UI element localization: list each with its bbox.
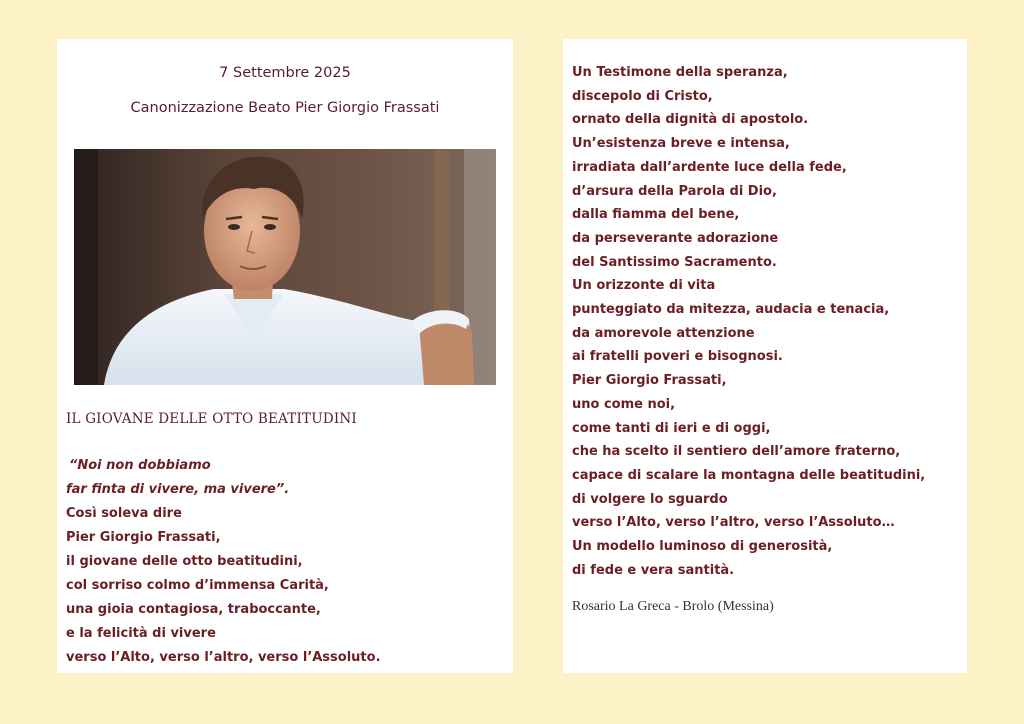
- poem-line: che ha scelto il sentiero dell’amore fraterno,: [572, 444, 901, 460]
- poem-line: ai fratelli poveri e bisognosi.: [572, 349, 783, 365]
- poem-line: come tanti di ieri e di oggi,: [572, 420, 771, 436]
- poem-line: punteggiato da mitezza, audacia e tenacia,: [572, 302, 890, 318]
- text-line: col sorriso colmo d’immensa Carità,: [66, 578, 329, 593]
- poem-line: Un Testimone della speranza,: [572, 65, 788, 80]
- poem-line: del Santissimo Sacramento.: [572, 254, 777, 270]
- poem-line: dalla fiamma del bene,: [572, 207, 740, 223]
- text-line: Pier Giorgio Frassati,: [66, 530, 221, 545]
- author-signature: Rosario La Greca - Brolo (Messina): [572, 599, 774, 614]
- poem-line: Pier Giorgio Frassati,: [572, 373, 727, 389]
- left-card: [57, 39, 513, 673]
- poem-line: capace di scalare la montagna delle beatitudini,: [572, 467, 926, 483]
- poem-line: da amorevole attenzione: [572, 325, 755, 341]
- poem-line: Un’esistenza breve e intensa,: [572, 136, 790, 152]
- poem-line: uno come noi,: [572, 396, 676, 412]
- poem-line: ornato della dignità di apostolo.: [572, 112, 809, 128]
- text-line: e la felicità di vivere: [66, 626, 216, 641]
- section-title: IL GIOVANE DELLE OTTO BEATITUDINI: [66, 411, 357, 427]
- poem-line: Un orizzonte di vita: [572, 278, 716, 294]
- quote-line: far finta di vivere, ma vivere”.: [66, 482, 290, 497]
- quote-text-block: [66, 454, 506, 670]
- poem-line: da perseverante adorazione: [572, 230, 779, 246]
- poem-line: irradiata dall’ardente luce della fede,: [572, 159, 847, 175]
- text-line: verso l’Alto, verso l’altro, verso l’Assoluto.: [66, 650, 381, 665]
- date-heading: 7 Settembre 2025: [219, 65, 351, 81]
- right-card: [563, 39, 967, 673]
- poem-line: d’arsura della Parola di Dio,: [572, 183, 777, 199]
- poem-line: discepolo di Cristo,: [572, 88, 713, 104]
- event-heading: Canonizzazione Beato Pier Giorgio Frassati: [130, 100, 440, 116]
- poem-line: Un modello luminoso di generosità,: [572, 539, 833, 555]
- poem-block: [572, 61, 962, 582]
- text-line: Così soleva dire: [66, 506, 182, 521]
- poem-line: di fede e vera santità.: [572, 562, 735, 578]
- portrait-photo: [74, 149, 496, 385]
- text-line: una gioia contagiosa, traboccante,: [66, 602, 321, 617]
- text-line: il giovane delle otto beatitudini,: [66, 554, 303, 569]
- quote-line: “Noi non dobbiamo: [69, 458, 211, 473]
- poem-line: verso l’Alto, verso l’altro, verso l’Assoluto…: [572, 515, 895, 531]
- poem-line: di volgere lo sguardo: [572, 491, 728, 507]
